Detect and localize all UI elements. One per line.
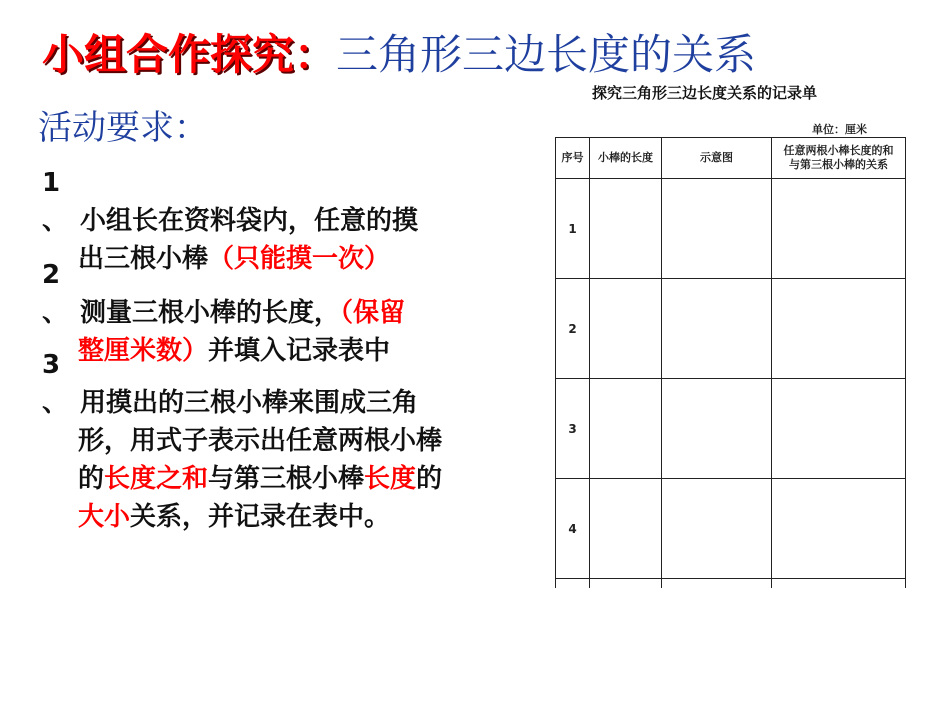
title-topic: 三角形三边长度的关系: [336, 30, 757, 79]
slide-title: [42, 22, 756, 82]
table-row: [556, 179, 906, 279]
table-row: [556, 479, 906, 579]
item-emphasis: 长度之和: [104, 464, 209, 494]
item-text: 关系，并记录在表中。: [130, 502, 391, 532]
item-text: 并填入记录表中: [208, 336, 391, 366]
row-index: 1: [556, 179, 590, 279]
cell-stick-lengths: [590, 479, 662, 579]
item-emphasis: （只能摸一次）: [208, 244, 391, 274]
record-sheet-title: 探究三角形三边长度关系的记录单: [592, 84, 818, 102]
cell-stick-lengths: [590, 379, 662, 479]
item-text: 测量三根小棒的长度，: [80, 298, 341, 328]
item-text: 与第三根小棒: [208, 464, 365, 494]
cell-relation: [772, 279, 906, 379]
table-crop-mask: [553, 588, 913, 718]
cell-diagram: [662, 479, 772, 579]
item-text: 用摸出的三根小棒来围成三角: [80, 388, 419, 418]
cell-stick-lengths: [590, 179, 662, 279]
record-table-header: [556, 138, 906, 179]
cell-diagram: [662, 179, 772, 279]
table-row: [556, 279, 906, 379]
table-row: [556, 379, 906, 479]
item-number: 1 、: [42, 168, 69, 236]
row-index: 4: [556, 479, 590, 579]
cell-relation: [772, 479, 906, 579]
cell-relation: [772, 179, 906, 279]
item-emphasis: 长度: [364, 464, 417, 494]
cell-stick-lengths: [590, 279, 662, 379]
title-activity: 小组合作探究：: [42, 30, 337, 79]
item-emphasis: 整厘米数）: [78, 336, 209, 366]
cell-relation: [772, 379, 906, 479]
header-stick-lengths: 小棒的长度: [590, 138, 662, 179]
header-index: 序号: [556, 138, 590, 179]
item-text: 出三根小棒: [78, 244, 209, 274]
record-sheet-unit: 单位：厘米: [812, 123, 867, 136]
item-emphasis: （保留: [340, 298, 406, 328]
cell-diagram: [662, 379, 772, 479]
header-relation-line2: 与第三根小棒的关系: [789, 158, 888, 171]
requirements-heading: 活动要求：: [38, 108, 208, 148]
item-number: 2 、: [42, 260, 69, 328]
row-index: 2: [556, 279, 590, 379]
header-relation: [772, 138, 906, 179]
item-text: 的: [416, 464, 443, 494]
header-relation-line1: 任意两根小棒长度的和: [783, 144, 894, 157]
item-text: 的: [78, 464, 105, 494]
cell-diagram: [662, 279, 772, 379]
item-number: 3 、: [42, 350, 69, 418]
item-text: 小组长在资料袋内，任意的摸: [80, 206, 419, 236]
requirement-item-3: [42, 346, 532, 536]
row-index: 3: [556, 379, 590, 479]
item-emphasis: 大小: [78, 502, 131, 532]
header-diagram: 示意图: [662, 138, 772, 179]
item-text: 形，用式子表示出任意两根小棒: [78, 426, 443, 456]
